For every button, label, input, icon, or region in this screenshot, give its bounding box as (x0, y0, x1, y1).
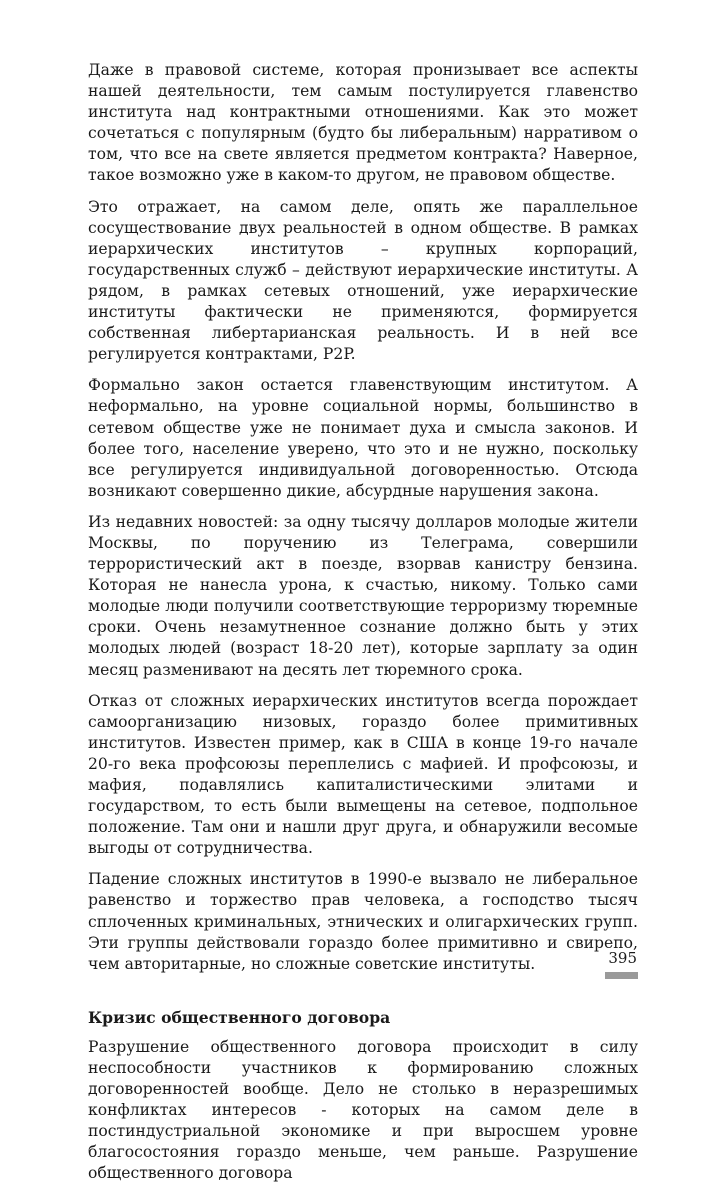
paragraph-parallel-realities: Это отражает, на самом деле, опять же параллельное сосуществование двух реальностей в одном обществе. В рамках иерархических институтов – крупных корпораций, государственных служб – действуют иерархические институты. А рядом, в рамках сетевых отношений, уже иерархические институты фактически не применяются, формируется собственная либертарианская реальность. И в ней все регулируется контрактами, P2P. (88, 197, 638, 364)
paragraph-formal-law: Формально закон остается главенствующим институтом. А неформально, на уровне социальной нормы, большинство в сетевом обществе уже не понимает духа и смысла законов. И более того, население уверено, что это и не нужно, поскольку все регулируется индивидуальной договоренностью. Отсюда возникают совершенно дикие, абсурдные нарушения закона. (88, 376, 638, 500)
paragraph-hierarchical-institutions: Отказ от сложных иерархических институтов всегда порождает самоорганизацию низовых, гораздо более примитивных институтов. Известен пример, как в США в конце 19-го начале 20-го века профсоюзы переплелись с мафией. И профсоюзы, и мафия, подавлялись капиталистическими элитами и государством, то есть были вымещены на сетевое, подпольное положение. Там они и нашли друг друга, и обнаружили весомые выгоды от сотрудничества. (88, 691, 638, 858)
paragraph-recent-news: Из недавних новостей: за одну тысячу долларов молодые жители Москвы, по поручению из Телеграма, совершили террористический акт в поезде, взорвав канистру бензина. Которая не нанесла урона, к счастью, никому. Только сами молодые люди получили соответствующие терроризму тюремные сроки. Очень незамутненное сознание должно быть у этих молодых людей (возраст 18-20 лет), которые зарплату за один месяц разменивают на десять лет тюремного срока. (88, 512, 638, 679)
page-number: 395 (608, 949, 637, 967)
paragraph-legal-system: Даже в правовой системе, которая пронизывает все аспекты нашей деятельности, тем самым постулируется главенство института над контрактными отношениями. Как это может сочетаться с популярным (будто бы либеральным) нарративом о том, что все на свете является предметом контракта? Наверное, такое возможно уже в каком-то другом, не правовом обществе. (88, 61, 638, 185)
paragraph-social-contract: Разрушение общественного договора происходит в силу неспособности участников к формированию сложных договоренностей вообще. Дело не столько в неразрешимых конфликтах интересов - которых на самом деле в постиндустриальной экономике и при выросшем уровне благосостояния гораздо меньше, чем раньше. Разрушение общественного договора (88, 1037, 638, 1183)
page-number-bar (605, 972, 638, 979)
section-heading: Кризис общественного договора (88, 1007, 391, 1027)
page-content (88, 60, 638, 1195)
paragraph-1990s: Падение сложных институтов в 1990-е вызвало не либеральное равенство и торжество прав человека, а господство тысяч сплоченных криминальных, этнических и олигархических групп. Эти группы действовали гораздо более примитивно и свирепо, чем авторитарные, но сложные советские институты. (88, 870, 638, 973)
